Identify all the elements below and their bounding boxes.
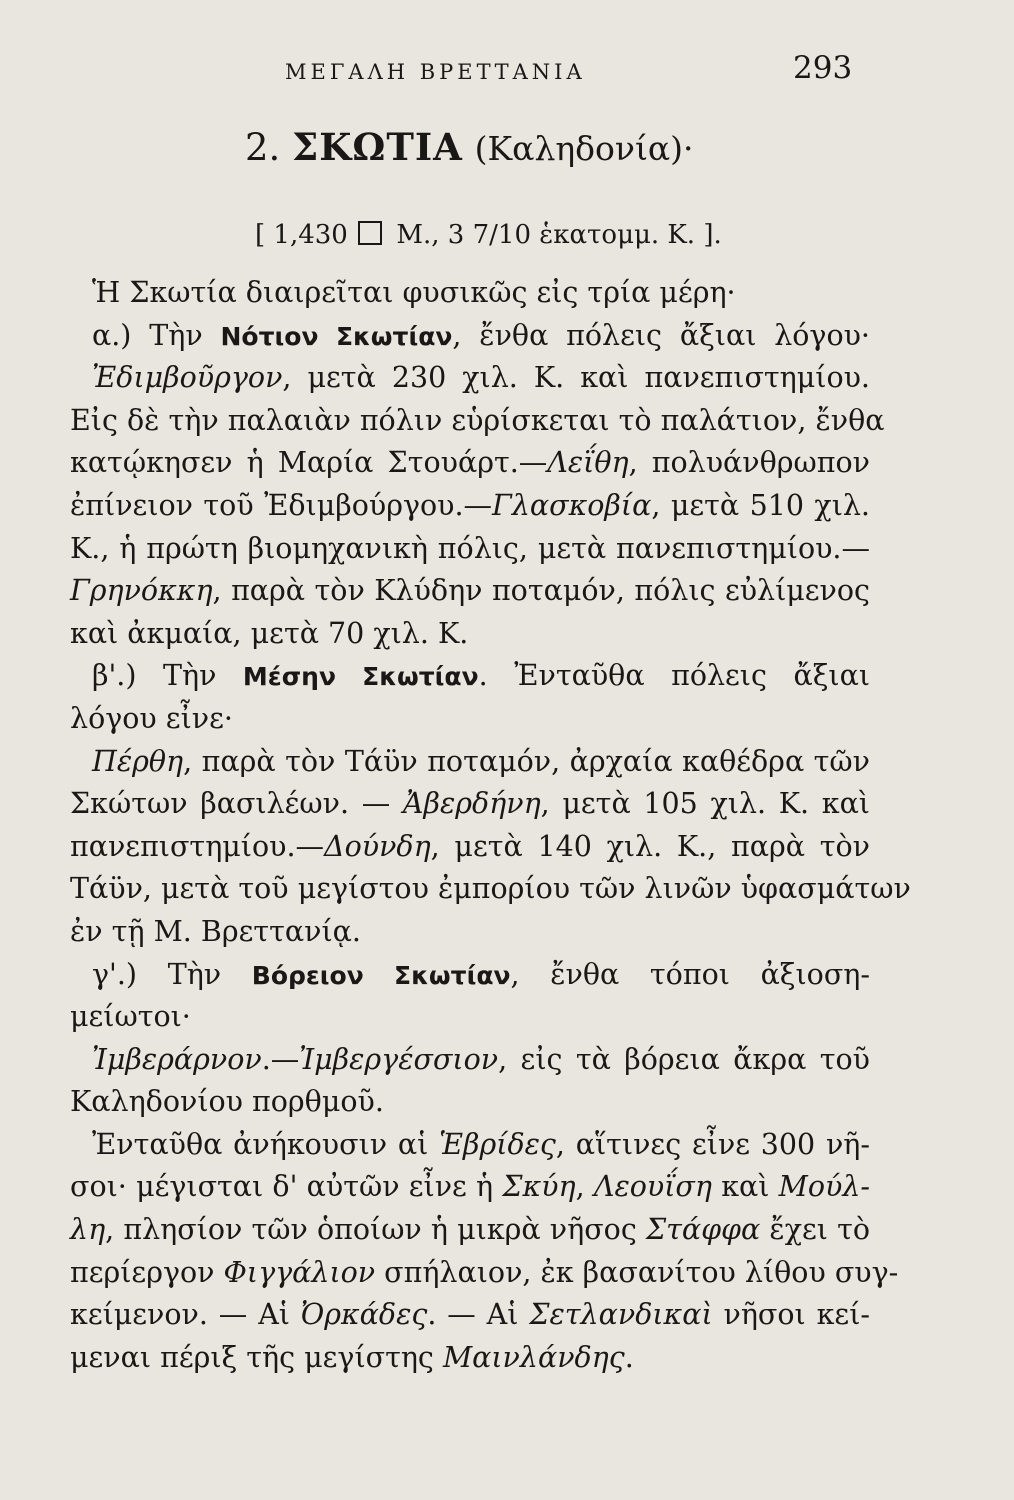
text-line bbox=[70, 400, 885, 443]
text-run: ἐπίνειον τοῦ Ἐδιμβούργου.— bbox=[70, 488, 493, 522]
text-run: β'.) Τὴν bbox=[92, 659, 243, 693]
text-run: μεναι πέριξ τῆς μεγίστης bbox=[70, 1340, 443, 1374]
text-line bbox=[70, 1209, 870, 1252]
text-run: , αἵτινες εἶνε 300 νῆ- bbox=[555, 1127, 870, 1161]
text-line bbox=[70, 1337, 870, 1380]
text-run: μείωτοι· bbox=[70, 1000, 191, 1034]
italic-place-name: λη bbox=[70, 1213, 106, 1247]
text-line bbox=[70, 783, 870, 826]
italic-place-name: Ὀρκάδες bbox=[300, 1298, 428, 1332]
text-line bbox=[70, 655, 870, 698]
text-run: Ἡ Σκωτία διαιρεῖται φυσικῶς εἰς τρία μέρη· bbox=[92, 276, 736, 309]
italic-place-name: Γλασκοβία bbox=[492, 488, 652, 522]
text-run: , παρὰ τὸν Τάϋν ποταμόν, ἀρχαία καθέδρα τῶν bbox=[183, 744, 870, 778]
text-run: λόγου εἶνε· bbox=[70, 701, 233, 735]
text-run: .— bbox=[261, 1042, 300, 1076]
text-line bbox=[70, 357, 870, 400]
text-line bbox=[70, 1252, 899, 1295]
italic-place-name: Ἀβερδήνη bbox=[402, 787, 541, 821]
section-heading: ΣΚΩΤΙΑ bbox=[292, 125, 463, 169]
text-line bbox=[70, 570, 870, 613]
italic-place-name: Δούνδη bbox=[324, 829, 431, 863]
italic-place-name: Στάφφα bbox=[645, 1213, 761, 1247]
italic-place-name: Φιγγάλιον bbox=[223, 1255, 376, 1289]
text-run: , ἔνθα τόποι ἀξιοση- bbox=[510, 957, 870, 991]
italic-place-name: Ἰμβεράρνον bbox=[92, 1042, 262, 1076]
text-line bbox=[70, 996, 870, 1039]
text-run: , πολυάνθρωπον bbox=[628, 446, 870, 480]
section-title bbox=[245, 125, 694, 169]
text-run: σοι· μέγισται δ' αὐτῶν εἶνε ἡ bbox=[70, 1170, 503, 1204]
italic-place-name: Σκύη bbox=[502, 1170, 576, 1204]
bold-region-name: Νότιον Σκωτίαν bbox=[220, 321, 453, 351]
italic-place-name: Σετλανδικαὶ bbox=[529, 1298, 713, 1332]
text-run: Κ., ἡ πρώτη βιομηχανικὴ πόλις, μετὰ πανεπιστημίου.— bbox=[70, 531, 870, 565]
text-run: γ'.) Τὴν bbox=[92, 957, 252, 991]
text-run: κείμενον. — Αἱ bbox=[70, 1298, 301, 1332]
text-line bbox=[70, 868, 911, 911]
population-value: 3 7/10 bbox=[447, 220, 531, 250]
text-run: πανεπιστημίου.— bbox=[70, 829, 325, 863]
text-line bbox=[70, 315, 870, 358]
text-line bbox=[70, 954, 870, 997]
italic-place-name: Λεΐθη bbox=[547, 446, 629, 480]
text-run: . Ἐνταῦθα πόλεις ἄξιαι bbox=[478, 659, 870, 693]
text-line bbox=[70, 1124, 870, 1167]
text-run: καὶ ἀκμαία, μετὰ 70 χιλ. Κ. bbox=[70, 616, 469, 650]
section-subtitle: (Καληδονία)· bbox=[474, 129, 694, 168]
italic-place-name: Πέρθη bbox=[92, 744, 184, 778]
text-line bbox=[70, 826, 870, 869]
text-run: . — Αἱ bbox=[427, 1298, 530, 1332]
italic-place-name: Ἰμβεργέσσιον bbox=[299, 1042, 499, 1076]
bold-region-name: Μέσην Σκωτίαν bbox=[242, 662, 479, 692]
page-number: 293 bbox=[793, 50, 853, 86]
text-run: νῆσοι κεί- bbox=[712, 1298, 871, 1332]
italic-place-name: Μούλ- bbox=[778, 1170, 871, 1204]
text-run: ἐν τῇ Μ. Βρεττανίᾳ. bbox=[70, 914, 361, 948]
body-text bbox=[70, 272, 911, 1379]
text-line bbox=[70, 1166, 870, 1209]
text-line bbox=[70, 272, 870, 315]
text-line bbox=[70, 485, 870, 528]
italic-place-name: Ἐδιμβοῦργον bbox=[92, 361, 283, 395]
text-line bbox=[70, 911, 870, 954]
text-run: περίεργον bbox=[70, 1255, 224, 1289]
section-statistics bbox=[255, 220, 722, 250]
text-line bbox=[70, 613, 870, 656]
square-miles-icon bbox=[358, 221, 382, 245]
area-value: [ 1,430 bbox=[255, 220, 348, 250]
text-line bbox=[70, 1039, 870, 1082]
text-run: , εἰς τὰ βόρεια ἄκρα τοῦ bbox=[498, 1042, 870, 1076]
text-run: . bbox=[624, 1340, 634, 1374]
text-line bbox=[70, 442, 870, 485]
text-run: , bbox=[575, 1170, 594, 1204]
bold-region-name: Βόρειον Σκωτίαν bbox=[251, 960, 511, 990]
italic-place-name: Γρηνόκκη bbox=[70, 574, 213, 608]
text-run: , πλησίον τῶν ὁποίων ἡ μικρὰ νῆσος bbox=[105, 1213, 646, 1247]
text-run: , παρὰ τὸν Κλύδην ποταμόν, πόλις εὐλίμενος bbox=[212, 574, 870, 608]
text-run: κατῴκησεν ἡ Μαρία Στουάρτ.— bbox=[70, 446, 548, 480]
text-run: ἔχει τὸ bbox=[760, 1213, 870, 1247]
section-number: 2. bbox=[245, 126, 281, 169]
text-run: , μετὰ 230 χιλ. Κ. καὶ πανεπιστημίου. bbox=[282, 361, 870, 395]
text-line bbox=[70, 1294, 870, 1337]
area-unit: Μ., bbox=[396, 220, 440, 250]
italic-place-name: Λεουΐση bbox=[593, 1170, 712, 1204]
text-line bbox=[70, 1081, 870, 1124]
text-run: , ἔνθα πόλεις ἄξιαι λόγου· bbox=[452, 318, 870, 352]
text-run: Καληδονίου πορθμοῦ. bbox=[70, 1085, 384, 1119]
text-line bbox=[70, 528, 870, 571]
text-run: , μετὰ 140 χιλ. Κ., παρὰ τὸν bbox=[430, 829, 870, 863]
italic-place-name: Μαινλάνδης bbox=[442, 1340, 625, 1374]
text-run: σπήλαιον, ἐκ βασανίτου λίθου συγ- bbox=[375, 1255, 899, 1289]
text-run: Ἐνταῦθα ἀνήκουσιν αἱ bbox=[92, 1127, 440, 1161]
text-run: Εἰς δὲ τὴν παλαιὰν πόλιν εὑρίσκεται τὸ παλάτιον, ἔνθα bbox=[70, 403, 885, 437]
text-run: α.) Τὴν bbox=[92, 318, 221, 352]
text-run: καὶ bbox=[711, 1170, 779, 1204]
text-run: , μετὰ 510 χιλ. bbox=[651, 488, 870, 522]
running-head: ΜΕΓΑΛΗ ΒΡΕΤΤΑΝΙΑ bbox=[285, 60, 586, 84]
text-run: Τάϋν, μετὰ τοῦ μεγίστου ἐμπορίου τῶν λινῶν ὑφασμάτων bbox=[70, 872, 911, 906]
text-run: , μετὰ 105 χιλ. Κ. καὶ bbox=[540, 787, 870, 821]
text-line bbox=[70, 698, 870, 741]
italic-place-name: Ἑβρίδες bbox=[439, 1127, 556, 1161]
text-run: Σκώτων βασιλέων. — bbox=[70, 787, 403, 821]
text-line bbox=[70, 741, 870, 784]
population-unit: ἑκατομμ. Κ. ]. bbox=[539, 220, 722, 250]
